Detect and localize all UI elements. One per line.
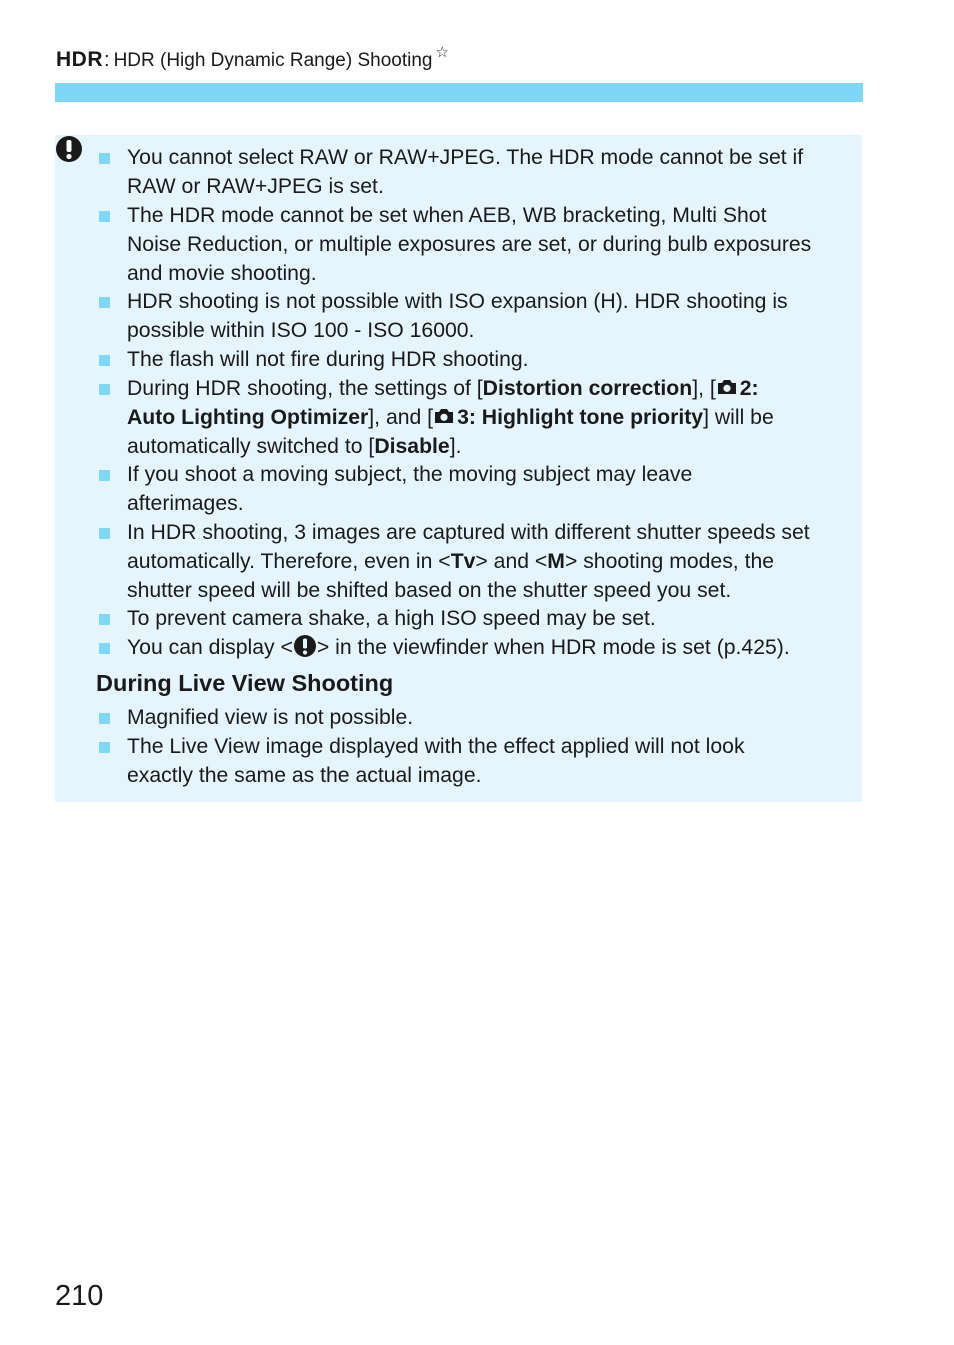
list-item: The flash will not fire during HDR shooting. xyxy=(127,346,847,375)
bullet-icon xyxy=(99,528,110,539)
bullet-icon xyxy=(99,614,110,625)
list-item: HDR shooting is not possible with ISO expansion (H). HDR shooting is possible within ISO 100 - ISO 16000. xyxy=(127,288,847,346)
menu-setting-name: Disable xyxy=(374,434,450,458)
menu-setting-name: Distortion correction xyxy=(482,377,693,400)
list-item: The Live View image displayed with the effect applied will not look exactly the same as the actual image. xyxy=(127,733,847,791)
list-item: To prevent camera shake, a high ISO speed may be set. xyxy=(127,605,847,634)
bullet-icon xyxy=(99,384,110,395)
list-item: In HDR shooting, 3 images are captured with different shutter speeds set automatically. Therefore, even in <Tv> and <M> shooting modes, the shutter speed will be shifted based on the shutter speed you set. xyxy=(127,519,847,605)
bullet-icon xyxy=(99,153,110,164)
header-colon: : xyxy=(104,49,110,71)
bullet-icon xyxy=(99,297,110,308)
page-number: 210 xyxy=(55,1280,104,1312)
menu-setting-name: 3: Highlight tone priority xyxy=(457,405,704,429)
bullet-icon xyxy=(99,470,110,481)
warning-icon xyxy=(293,634,317,658)
caution-panel xyxy=(55,135,862,802)
bullet-icon xyxy=(99,742,110,753)
hdr-mode-mark: HDR xyxy=(56,48,103,71)
list-item: During HDR shooting, the settings of [Distortion correction], [ 2: Auto Lighting Optimizer], and [ 3: Highlight tone priority] will be automatically switched to [Disable]. xyxy=(127,375,847,461)
list-item: You can display < > in the viewfinder when HDR mode is set (p.425). xyxy=(127,634,847,663)
bullet-icon xyxy=(99,713,110,724)
list-item: If you shoot a moving subject, the moving subject may leave afterimages. xyxy=(127,461,847,519)
caution-icon xyxy=(55,135,83,163)
bullet-icon xyxy=(99,355,110,366)
page-header xyxy=(56,44,449,76)
camera-icon xyxy=(716,378,738,396)
list-item: Magnified view is not possible. xyxy=(127,704,847,733)
bullet-icon xyxy=(99,643,110,654)
menu-setting-name: Auto Lighting Optimizer xyxy=(127,405,369,429)
list-item: The HDR mode cannot be set when AEB, WB bracketing, Multi Shot Noise Reduction, or multiple exposures are set, or during bulb exposures and movie shooting. xyxy=(127,202,847,288)
list-item: You cannot select RAW or RAW+JPEG. The HDR mode cannot be set if RAW or RAW+JPEG is set. xyxy=(127,144,847,202)
camera-icon xyxy=(433,407,455,425)
menu-tab-number: 2: xyxy=(739,377,759,400)
bullet-icon xyxy=(99,211,110,222)
section-subheading: During Live View Shooting xyxy=(96,670,394,696)
header-title: HDR (High Dynamic Range) Shooting xyxy=(113,50,433,71)
tv-mode-icon: Tv xyxy=(450,549,476,573)
m-mode-icon: M xyxy=(547,549,565,573)
header-rule xyxy=(55,83,863,102)
star-icon: ☆ xyxy=(435,44,449,61)
